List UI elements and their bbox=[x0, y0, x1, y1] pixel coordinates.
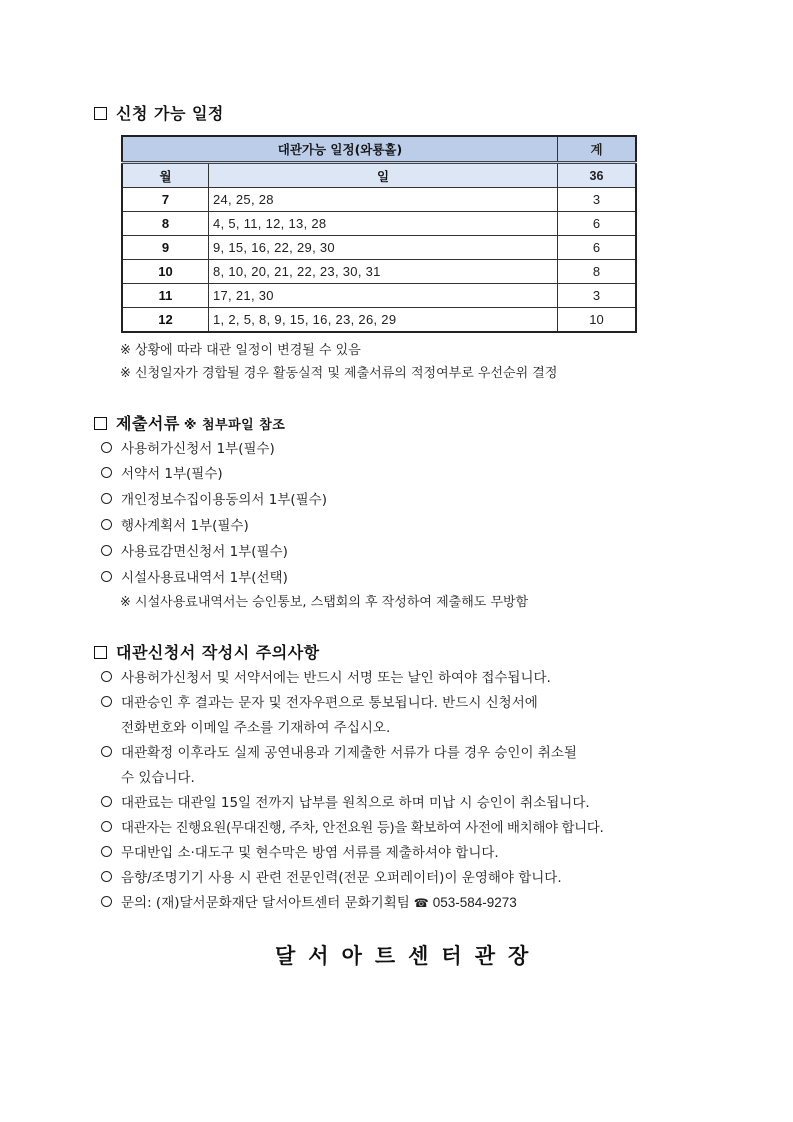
section-title-text: 신청 가능 일정 bbox=[116, 104, 224, 123]
row-month: 10 bbox=[122, 260, 209, 284]
contact-item bbox=[101, 891, 517, 911]
table-subheader-row bbox=[122, 163, 636, 188]
circle-bullet-icon bbox=[101, 545, 112, 556]
row-count: 3 bbox=[558, 284, 637, 308]
table-header-row bbox=[122, 136, 636, 163]
table-header-title: 대관가능 일정(와룡홀) bbox=[122, 136, 558, 163]
row-count: 6 bbox=[558, 236, 637, 260]
document-item-text: 시설사용료내역서 1부(선택) bbox=[121, 570, 288, 586]
section-title-precautions bbox=[94, 640, 320, 663]
precaution-item bbox=[101, 866, 562, 886]
table-total-value: 36 bbox=[558, 163, 637, 188]
precaution-text-continued: 수 있습니다. bbox=[121, 770, 195, 786]
document-item bbox=[101, 514, 249, 534]
contact-phone: 053-584-9273 bbox=[432, 895, 517, 910]
table-row bbox=[122, 260, 636, 284]
precaution-text: 대관자는 진행요원(무대진행, 주차, 안전요원 등)을 확보하여 사전에 배치해야 합니다. bbox=[121, 820, 604, 836]
document-item bbox=[101, 462, 223, 482]
section-title-text: 제출서류 bbox=[116, 414, 180, 433]
section-title-text: 대관신청서 작성시 주의사항 bbox=[116, 643, 320, 662]
precaution-text: 사용허가신청서 및 서약서에는 반드시 서명 또는 날인 하여야 접수됩니다. bbox=[121, 670, 551, 686]
document-item bbox=[101, 437, 275, 457]
circle-bullet-icon bbox=[101, 571, 112, 582]
row-count: 10 bbox=[558, 308, 637, 333]
circle-bullet-icon bbox=[101, 746, 112, 757]
section-title-documents bbox=[94, 411, 285, 434]
checkbox-square-icon bbox=[94, 417, 107, 430]
precaution-text: 대관승인 후 결과는 문자 및 전자우편으로 통보됩니다. 반드시 신청서에 bbox=[121, 695, 538, 711]
col-days-header: 일 bbox=[209, 163, 558, 188]
section-subtitle: ※ 첨부파일 참조 bbox=[183, 418, 286, 433]
contact-label: 문의: (재)달서문화재단 달서아트센터 문화기획팀 bbox=[121, 895, 410, 911]
document-item bbox=[101, 488, 327, 508]
row-count: 8 bbox=[558, 260, 637, 284]
circle-bullet-icon bbox=[101, 493, 112, 504]
precaution-item bbox=[101, 741, 577, 761]
row-month: 9 bbox=[122, 236, 209, 260]
checkbox-square-icon bbox=[94, 646, 107, 659]
circle-bullet-icon bbox=[101, 696, 112, 707]
row-count: 6 bbox=[558, 212, 637, 236]
table-row bbox=[122, 308, 636, 333]
row-days: 1, 2, 5, 8, 9, 15, 16, 23, 26, 29 bbox=[209, 308, 558, 333]
precaution-text: 무대반입 소·대도구 및 현수막은 방염 서류를 제출하셔야 합니다. bbox=[121, 845, 499, 861]
document-item-text: 서약서 1부(필수) bbox=[121, 466, 223, 482]
row-days: 17, 21, 30 bbox=[209, 284, 558, 308]
circle-bullet-icon bbox=[101, 896, 112, 907]
circle-bullet-icon bbox=[101, 442, 112, 453]
documents-note: ※ 시설사용료내역서는 승인통보, 스탭회의 후 작성하여 제출해도 무방함 bbox=[120, 595, 529, 610]
row-month: 7 bbox=[122, 188, 209, 212]
table-row bbox=[122, 188, 636, 212]
circle-bullet-icon bbox=[101, 871, 112, 882]
document-item-text: 행사계획서 1부(필수) bbox=[121, 518, 249, 534]
document-item-text: 개인정보수집이용동의서 1부(필수) bbox=[121, 492, 327, 508]
document-item-text: 사용허가신청서 1부(필수) bbox=[121, 441, 275, 457]
circle-bullet-icon bbox=[101, 821, 112, 832]
circle-bullet-icon bbox=[101, 846, 112, 857]
document-item-text: 사용료감면신청서 1부(필수) bbox=[121, 544, 288, 560]
precaution-text-continued: 전화번호와 이메일 주소를 기재하여 주십시오. bbox=[121, 720, 391, 736]
schedule-note: ※ 상황에 따라 대관 일정이 변경될 수 있음 bbox=[120, 343, 361, 358]
precaution-item bbox=[101, 841, 499, 861]
table-row bbox=[122, 212, 636, 236]
circle-bullet-icon bbox=[101, 671, 112, 682]
document-item bbox=[101, 540, 288, 560]
footer-signature-title: 달서아트센터관장 bbox=[275, 944, 542, 968]
row-month: 11 bbox=[122, 284, 209, 308]
table-row bbox=[122, 236, 636, 260]
table-row bbox=[122, 284, 636, 308]
precaution-text: 대관료는 대관일 15일 전까지 납부를 원칙으로 하며 미납 시 승인이 취소됩니다. bbox=[121, 795, 590, 811]
precaution-item bbox=[101, 816, 603, 836]
row-month: 8 bbox=[122, 212, 209, 236]
col-month-header: 월 bbox=[122, 163, 209, 188]
row-count: 3 bbox=[558, 188, 637, 212]
circle-bullet-icon bbox=[101, 467, 112, 478]
precaution-item bbox=[101, 666, 551, 686]
row-days: 24, 25, 28 bbox=[209, 188, 558, 212]
row-days: 8, 10, 20, 21, 22, 23, 30, 31 bbox=[209, 260, 558, 284]
circle-bullet-icon bbox=[101, 796, 112, 807]
precaution-item bbox=[101, 791, 590, 811]
precaution-text: 음향/조명기기 사용 시 관련 전문인력(전문 오퍼레이터)이 운영해야 합니다. bbox=[121, 870, 562, 886]
schedule-table bbox=[121, 135, 637, 333]
circle-bullet-icon bbox=[101, 519, 112, 530]
schedule-note: ※ 신청일자가 경합될 경우 활동실적 및 제출서류의 적정여부로 우선순위 결정 bbox=[120, 366, 558, 381]
row-month: 12 bbox=[122, 308, 209, 333]
row-days: 4, 5, 11, 12, 13, 28 bbox=[209, 212, 558, 236]
phone-icon: ☎ bbox=[413, 896, 429, 910]
row-days: 9, 15, 16, 22, 29, 30 bbox=[209, 236, 558, 260]
checkbox-square-icon bbox=[94, 107, 107, 120]
section-title-schedule bbox=[94, 101, 224, 124]
precaution-text: 대관확정 이후라도 실제 공연내용과 기제출한 서류가 다를 경우 승인이 취소될 bbox=[121, 745, 577, 761]
precaution-item bbox=[101, 691, 538, 711]
table-header-total-label: 계 bbox=[558, 136, 637, 163]
document-item bbox=[101, 566, 288, 586]
